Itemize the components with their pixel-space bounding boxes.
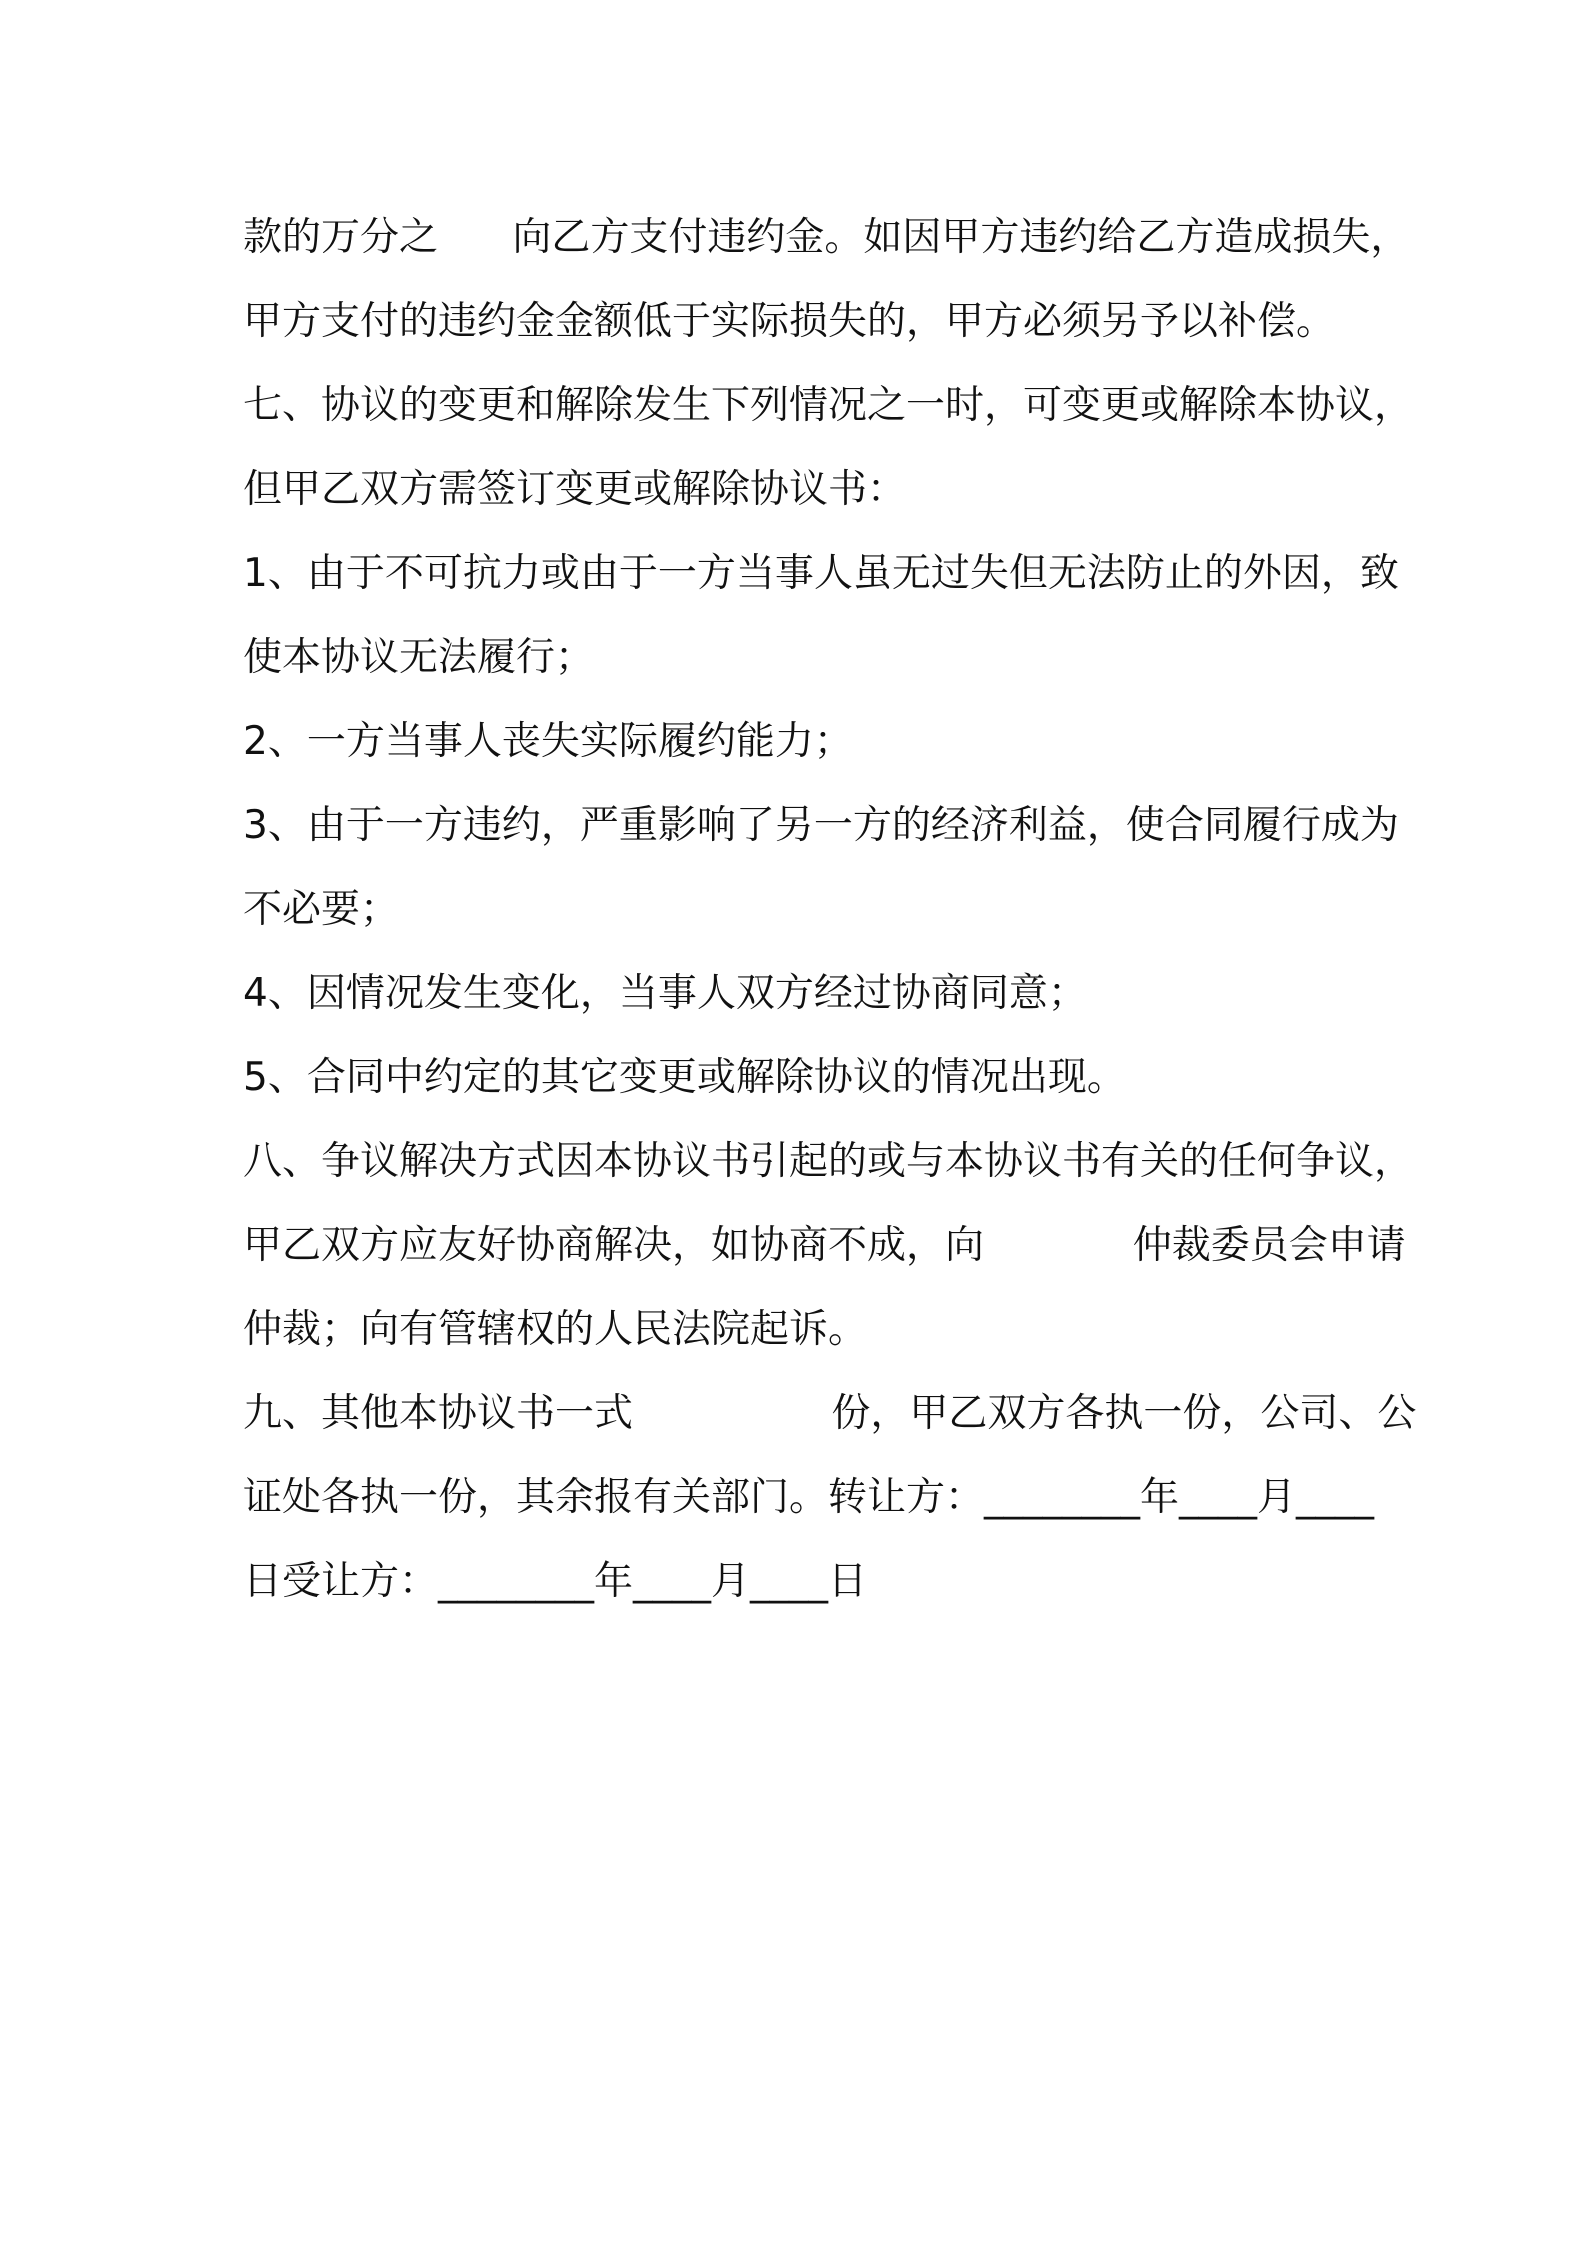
text-line: 八、争议解决方式因本协议书引起的或与本协议书有关的任何争议， bbox=[243, 1139, 1414, 1184]
text-line: 4、因情况发生变化，当事人双方经过协商同意； bbox=[243, 971, 1087, 1016]
text-line: 3、由于一方违约，严重影响了另一方的经济利益，使合同履行成为 bbox=[243, 803, 1399, 848]
text-line: 2、一方当事人丧失实际履约能力； bbox=[243, 719, 853, 764]
text-line: 仲裁；向有管辖权的人民法院起诉。 bbox=[243, 1307, 868, 1352]
document-body bbox=[243, 196, 1417, 1624]
text-line: 甲乙双方应友好协商解决，如协商不成，向 仲裁委员会申请 bbox=[243, 1223, 1406, 1268]
text-line: 九、其他本协议书一式 份，甲乙双方各执一份，公司、公 bbox=[243, 1391, 1417, 1436]
text-line: 使本协议无法履行； bbox=[243, 635, 595, 680]
text-line: 七、协议的变更和解除发生下列情况之一时，可变更或解除本协议， bbox=[243, 383, 1414, 428]
text-line: 不必要； bbox=[243, 887, 400, 932]
text-line: 5、合同中约定的其它变更或解除协议的情况出现。 bbox=[243, 1055, 1126, 1100]
text-line: 款的万分之 向乙方支付违约金。如因甲方违约给乙方造成损失， bbox=[243, 215, 1410, 260]
text-line: 证处各执一份，其余报有关部门。转让方：________年____月____ bbox=[243, 1475, 1375, 1520]
text-line: 但甲乙双方需签订变更或解除协议书： bbox=[243, 467, 907, 512]
text-line: 日受让方：________年____月____日 bbox=[243, 1559, 868, 1604]
text-line: 甲方支付的违约金金额低于实际损失的，甲方必须另予以补偿。 bbox=[243, 299, 1336, 344]
text-line: 1、由于不可抗力或由于一方当事人虽无过失但无法防止的外因，致 bbox=[243, 551, 1399, 596]
